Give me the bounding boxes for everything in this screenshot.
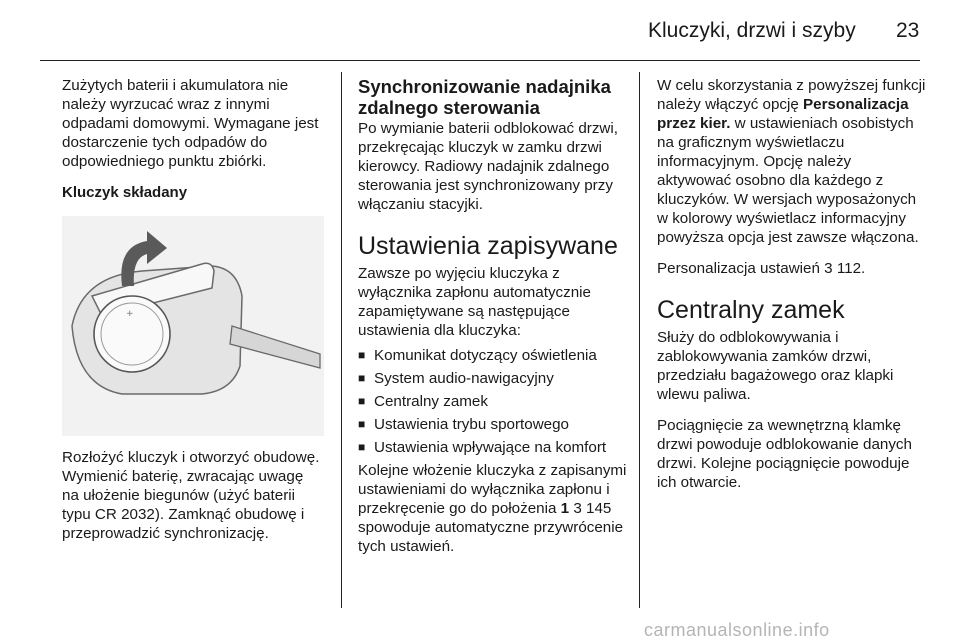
column-middle (358, 76, 628, 568)
list-item: ■ Centralny zamek (358, 393, 488, 410)
watermark-text: carmanualsonline.info (644, 620, 830, 640)
header-divider (40, 60, 920, 61)
column-divider-2 (639, 72, 640, 608)
central-lock-heading: Centralny zamek (657, 296, 845, 324)
personalization-paragraph: W celu skorzystania z powyższej funkcji należy włączyć opcję Personalizacja przez kier. w ustawieniach osobistych na graficznym wyświetlaczu informacyjnym. Opcję należy aktywować osobno dla każdego z kluczyków. W wersjach wyposażonych w kolorowy wyświetlacz informacyjny powyższa opcja jest zawsze włączona. (657, 77, 926, 246)
page-reference-link[interactable]: 3 145 (573, 500, 612, 517)
list-item: ■ Ustawienia wpływające na komfort (358, 439, 607, 456)
bullet-square-icon: ■ (358, 440, 366, 454)
battery-replacement-paragraph: Rozłożyć kluczyk i otworzyć obudowę. Wymienić baterię, zwracając uwagę na ułożenie biegunów (użyć baterii typu CR 2032). Zamknąć obudowę i przeprowadzić synchronizację. (62, 449, 320, 542)
svg-text:+: + (126, 309, 134, 319)
list-item: ■ Ustawienia trybu sportowego (358, 416, 570, 433)
page-header (0, 0, 960, 62)
sync-heading: Synchronizowanie nadajnika zdalnego sterowania (358, 76, 611, 118)
folding-key-subheading: Kluczyk składany (62, 184, 188, 201)
saved-settings-heading: Ustawienia zapisywane (358, 232, 618, 260)
column-divider-1 (341, 72, 342, 608)
saved-settings-list (358, 346, 628, 457)
bullet-square-icon: ■ (358, 348, 366, 362)
page-title: Kluczyki, drzwi i szyby (648, 19, 856, 42)
battery-disposal-paragraph: Zużytych baterii i akumulatora nie należy wyrzucać wraz z innymi odpadami domowymi. Wymagane jest dostarczenie tych odpadów do odpowiedniego punktu zbiórki. (62, 77, 319, 170)
saved-settings-intro: Zawsze po wyjęciu kluczyka z wyłącznika zapłonu automatycznie zapamiętywane są następujące ustawienia dla kluczyka: (358, 265, 591, 339)
folding-key-illustration-icon (62, 216, 324, 436)
sync-paragraph: Po wymianie baterii odblokować drzwi, przekręcając kluczyk w zamku drzwi kierowcy. Radiowy nadajnik zdalnego sterowania jest synchronizowany przy włączaniu stacyjki. (358, 120, 618, 213)
column-right (657, 76, 927, 504)
door-handle-paragraph: Pociągnięcie za wewnętrzną klamkę drzwi powoduje odblokowanie danych drzwi. Kolejne pociągnięcie powoduje ich otwarcie. (657, 417, 912, 491)
page-number: 23 (896, 19, 920, 42)
position-number: 1 (560, 500, 570, 517)
folding-key-figure (62, 216, 324, 436)
central-lock-paragraph: Służy do odblokowywania i zablokowywania zamków drzwi, przedziału bagażowego oraz klapki wlewu paliwa. (657, 329, 894, 403)
column-left (62, 76, 324, 555)
page-reference-link[interactable]: 3 112. (824, 260, 866, 277)
bullet-square-icon: ■ (358, 417, 366, 431)
list-item: ■ System audio-nawigacyjny (358, 370, 554, 387)
list-item: ■ Komunikat dotyczący oświetlenia (358, 347, 597, 364)
restore-settings-paragraph: Kolejne włożenie kluczyka z zapisanymi ustawieniami do wyłącznika zapłonu i przekręcenie go do położenia 1 3 145 spowoduje automatyczne przywrócenie tych ustawień. (358, 462, 627, 555)
personalization-reference-paragraph: Personalizacja ustawień 3 112. (657, 260, 866, 277)
bullet-square-icon: ■ (358, 394, 366, 408)
bullet-square-icon: ■ (358, 371, 366, 385)
personalization-option-label: Personalizacja przez kier. (657, 96, 909, 132)
